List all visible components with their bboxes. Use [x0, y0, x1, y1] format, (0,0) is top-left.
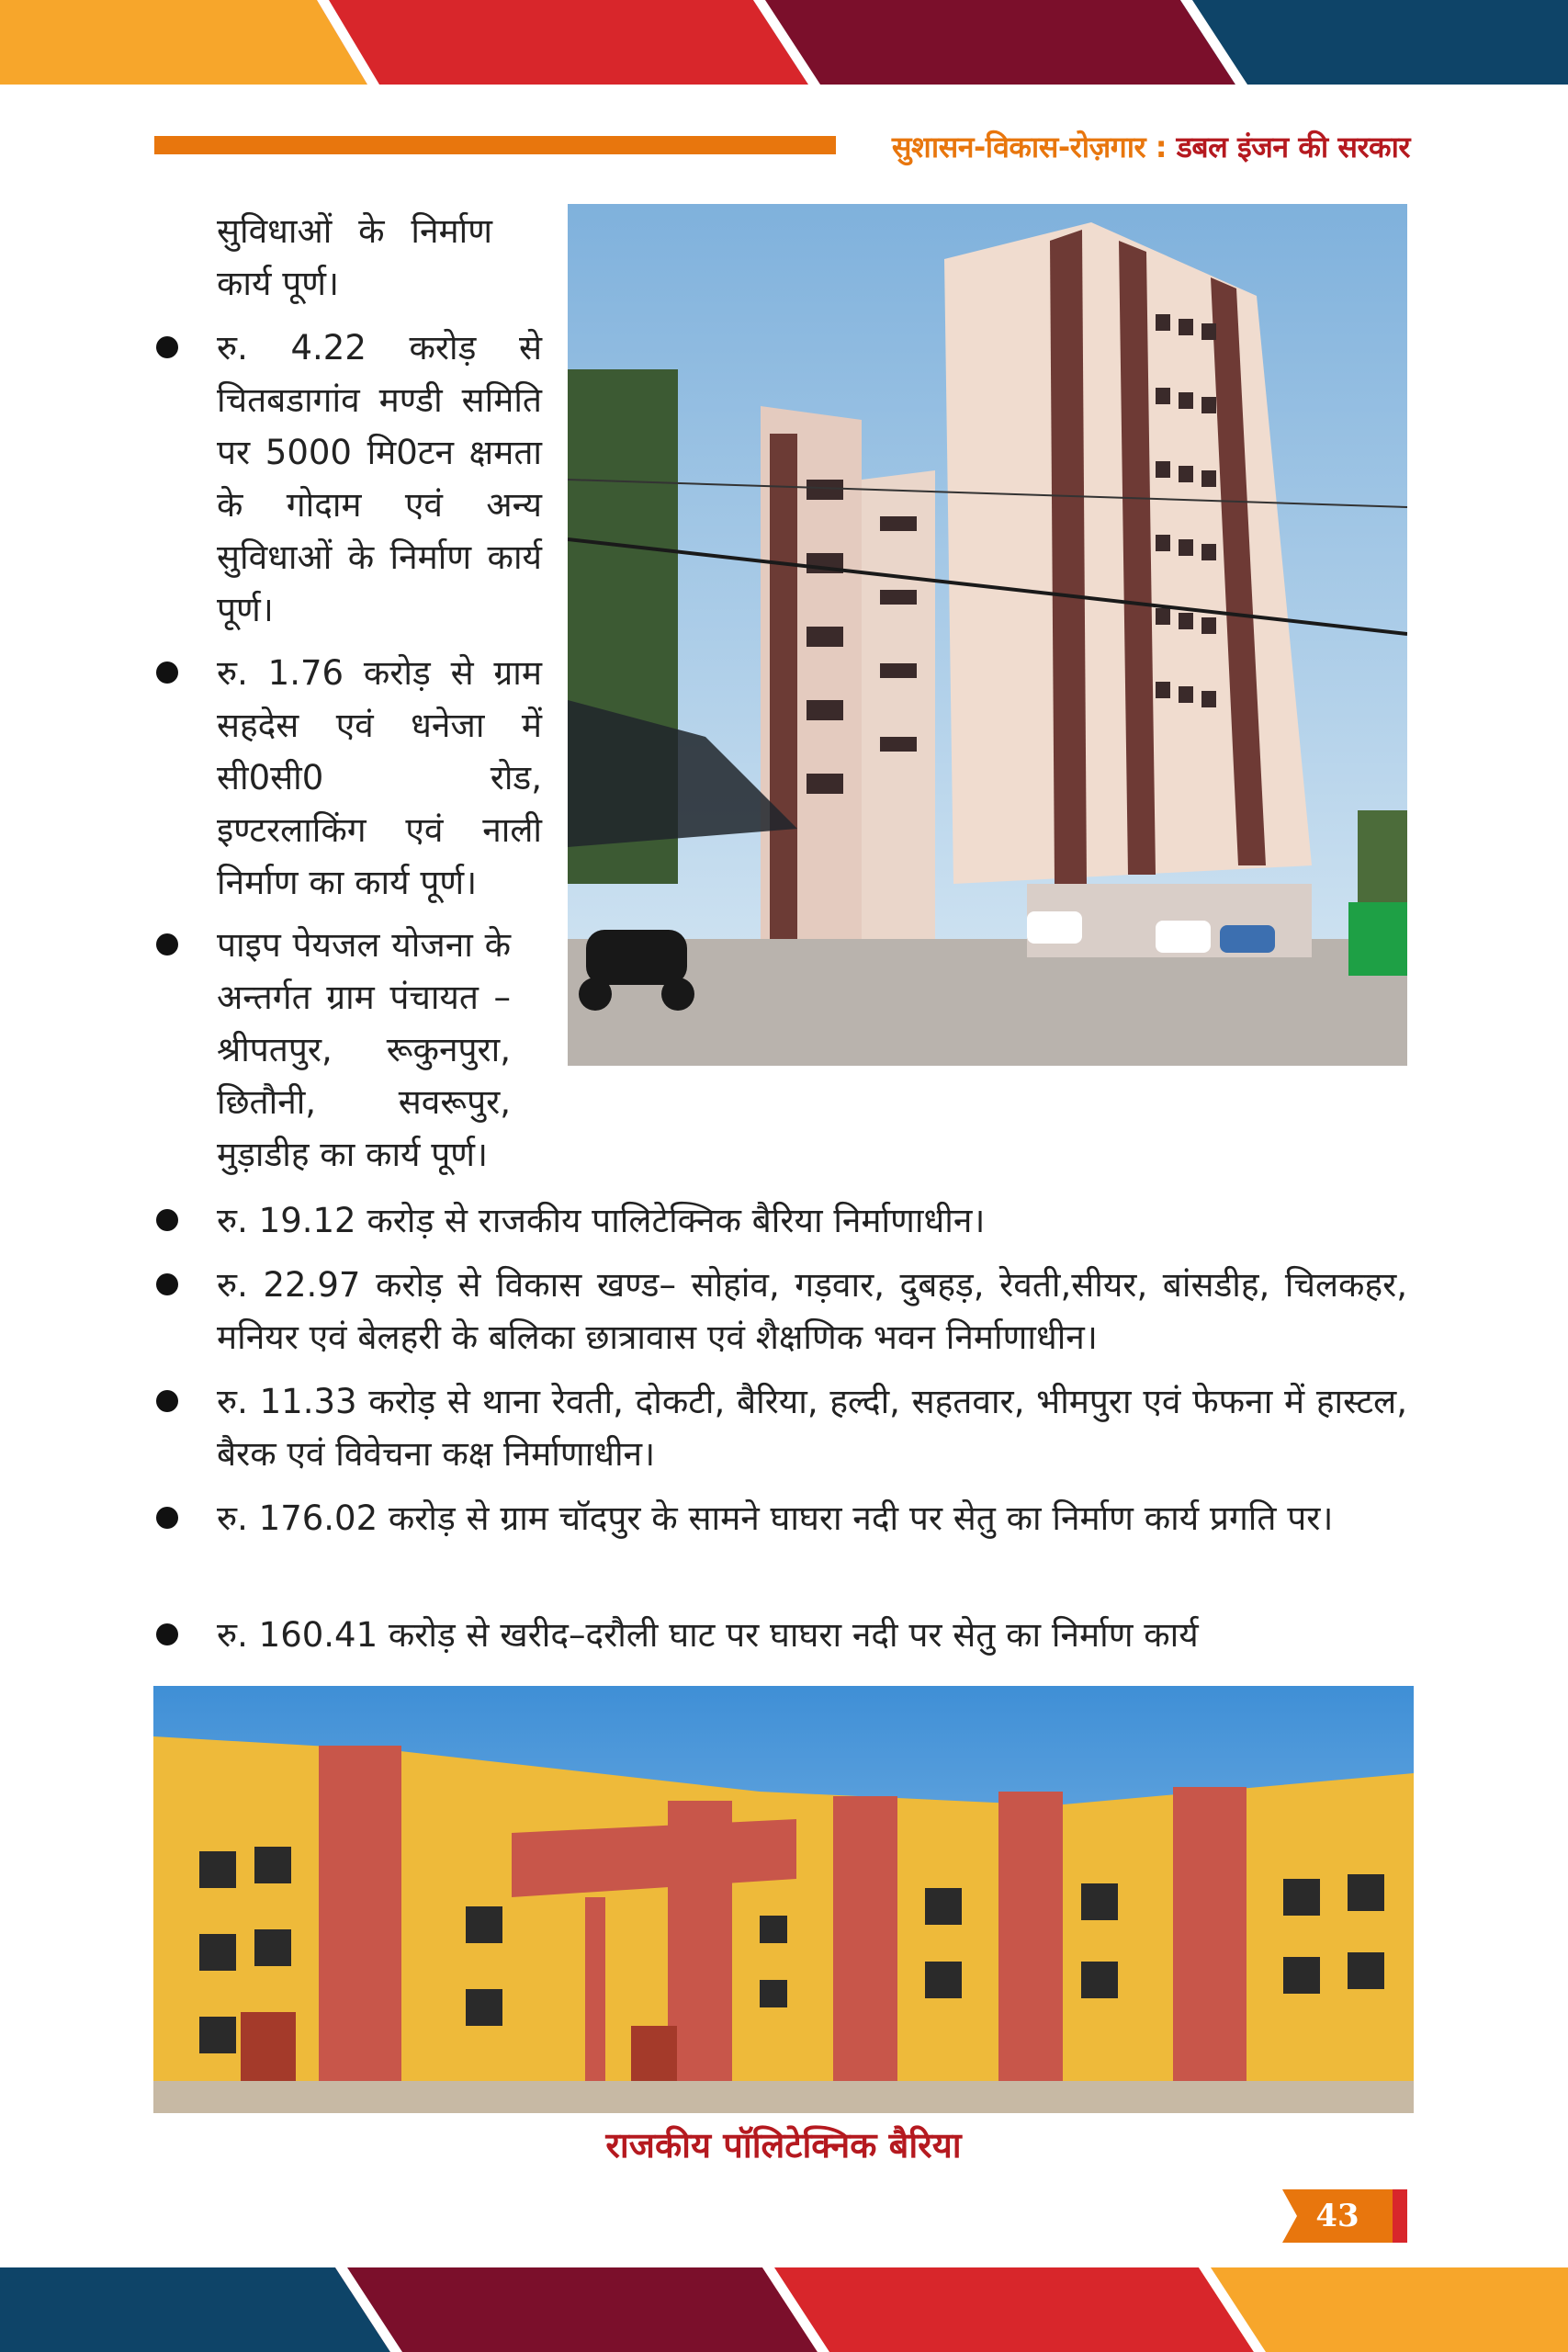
bullet-item-text: रु. 4.22 करोड़ से चितबडागांव मण्डी समिति पर 5000 मि0टन क्षमता के गोदाम एवं अन्य सुविधाओं के निर्माण कार्य पूर्ण।	[217, 328, 542, 629]
bullet-marker	[156, 1507, 178, 1529]
bullet-marker	[156, 1623, 178, 1645]
bullet-item-text: रु. 11.33 करोड़ से थाना रेवती, दोकटी, बैरिया, हल्दी, सहतवार, भीमपुरा एवं फेफना में हास्टल, बैरक एवं विवेचना कक्ष निर्माणाधीन।	[217, 1382, 1407, 1474]
bullet-item-text: रु. 176.02 करोड़ से ग्राम चॉदपुर के सामने घाघरा नदी पर सेतु का निर्माण कार्य प्रगति पर।	[217, 1498, 1334, 1538]
bullet-marker	[156, 933, 178, 956]
building-photo	[568, 204, 1407, 1066]
photo-caption: राजकीय पॉलिटेक्निक बैरिया	[605, 2125, 962, 2165]
bullet-marker	[156, 336, 178, 358]
bullet-item-text: रु. 1.76 करोड़ से ग्राम सहदेस एवं धनेजा में सी0सी0 रोड, इण्टरलाकिंग एवं नाली निर्माण का कार्य पूर्ण।	[217, 653, 542, 902]
header-title-part1: सुशासन-विकास-रोज़गार	[891, 130, 1146, 164]
header-title	[892, 127, 1410, 166]
bullet-item-text: रु. 22.97 करोड़ से विकास खण्ड– सोहांव, गड़वार, दुबहड़, रेवती,सीयर, बांसडीह, चिलकहर, मनियर एवं बेलहरी के बलिका छात्रावास एवं शैक्षणिक भवन निर्माणाधीन।	[217, 1265, 1407, 1357]
bullet-marker	[156, 662, 178, 684]
bottom-decorative-band	[0, 2267, 1568, 2352]
para-continuation: सुविधाओं के निर्माण कार्य पूर्ण।	[217, 211, 492, 303]
header-title-part2: डबल इंजन की सरकार	[1176, 130, 1410, 164]
bullet-item-text: रु. 160.41 करोड़ से खरीद–दरौली घाट पर घाघरा नदी पर सेतु का निर्माण कार्य	[217, 1615, 1199, 1655]
bullet-item-text: रु. 19.12 करोड़ से राजकीय पालिटेक्निक बैरिया निर्माणाधीन।	[217, 1201, 986, 1240]
header-rule	[154, 136, 836, 154]
bullet-item-text: पाइप पेयजल योजना के अन्तर्गत ग्राम पंचायत – श्रीपतपुर, रूकुनपुरा, छितौनी, सवरूपुर, मुड़ाडीह का कार्य पूर्ण।	[217, 925, 511, 1174]
bullet-marker	[156, 1390, 178, 1412]
bullet-marker	[156, 1273, 178, 1295]
top-decorative-band	[0, 0, 1568, 85]
header-title-separator: :	[1145, 130, 1177, 164]
page-number: 43	[1315, 2198, 1359, 2234]
polytechnic-photo	[153, 1686, 1414, 2113]
bullet-marker	[156, 1209, 178, 1231]
